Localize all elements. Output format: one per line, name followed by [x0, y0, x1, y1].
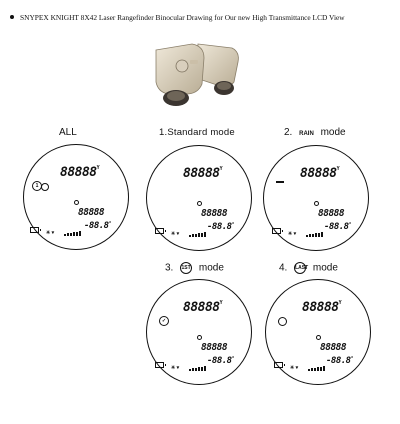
- reticle-dot: [316, 335, 321, 340]
- main-reading: $88888^Y$: [183, 300, 223, 315]
- mode-label-first: [165, 262, 224, 274]
- rain-tag: RAIN: [299, 131, 314, 137]
- signal-bars-icon: [306, 232, 324, 237]
- angle-reading: -88.8°: [326, 356, 354, 366]
- battery-icon: [274, 362, 283, 368]
- angle-reading: -88.8°: [207, 222, 235, 232]
- angle-icon: ✳ ▾: [288, 231, 297, 237]
- mode-label-standard: 1.Standard mode: [159, 127, 235, 138]
- lcd-view-first-target: [146, 279, 252, 385]
- main-reading: $88888^Y$: [60, 165, 100, 180]
- battery-icon: [155, 228, 164, 234]
- binocular-image: [146, 38, 246, 110]
- document-title: [10, 13, 394, 22]
- last-target-icon: LAST: [294, 262, 306, 274]
- first-target-icon: 1ST: [180, 262, 192, 274]
- sub-reading: 88888: [318, 208, 345, 219]
- angle-icon: ✳ ▾: [171, 231, 180, 237]
- lcd-view-standard: [146, 145, 252, 251]
- battery-icon: [272, 228, 281, 234]
- sub-reading: 88888: [320, 342, 347, 353]
- battery-icon: [155, 362, 164, 368]
- document-title-text: SNYPEX KNIGHT 8X42 Laser Rangefinder Binocular Drawing for Our new High Transmittance LCD View: [20, 13, 345, 22]
- sub-reading: 88888: [78, 207, 105, 218]
- mode-word: mode: [198, 262, 224, 274]
- signal-bars-icon: [64, 231, 82, 236]
- lcd-view-all: [23, 144, 129, 250]
- first-target-icon: 1: [32, 181, 42, 191]
- sub-reading: 88888: [201, 342, 228, 353]
- main-reading: $88888^Y$: [300, 166, 340, 181]
- angle-reading: -88.8°: [324, 222, 352, 232]
- reticle-dot: [197, 335, 202, 340]
- mode-label-last: [279, 262, 338, 274]
- signal-bars-icon: [189, 366, 207, 371]
- signal-bars-icon: [308, 366, 326, 371]
- mode-label-rain: [284, 127, 346, 138]
- first-target-icon: ✓: [159, 316, 169, 326]
- reticle-dot: [314, 201, 319, 206]
- mode-number: 3.: [165, 262, 174, 274]
- mode-label-all: ALL: [59, 127, 77, 138]
- angle-reading: -88.8°: [84, 221, 112, 231]
- mode-word: mode: [312, 262, 338, 274]
- sub-reading: 88888: [201, 208, 228, 219]
- angle-reading: -88.8°: [207, 356, 235, 366]
- angle-icon: ✳ ▾: [171, 365, 180, 371]
- mode-word: mode: [320, 127, 346, 138]
- reticle-dot: [74, 200, 79, 205]
- mode-number: 4.: [279, 262, 288, 274]
- angle-icon: ✳ ▾: [46, 230, 55, 236]
- lcd-view-last-target: [265, 279, 371, 385]
- last-target-icon: [41, 183, 49, 191]
- battery-icon: [30, 227, 39, 233]
- bullet-icon: [10, 15, 14, 19]
- reticle-dot: [197, 201, 202, 206]
- last-target-icon: [278, 317, 287, 326]
- angle-icon: ✳ ▾: [290, 365, 299, 371]
- main-reading: $88888^Y$: [302, 300, 342, 315]
- signal-bars-icon: [189, 232, 207, 237]
- main-reading: $88888^Y$: [183, 166, 223, 181]
- lcd-view-rain: [263, 145, 369, 251]
- mode-number: 2.: [284, 127, 293, 138]
- rain-indicator-icon: [276, 181, 284, 183]
